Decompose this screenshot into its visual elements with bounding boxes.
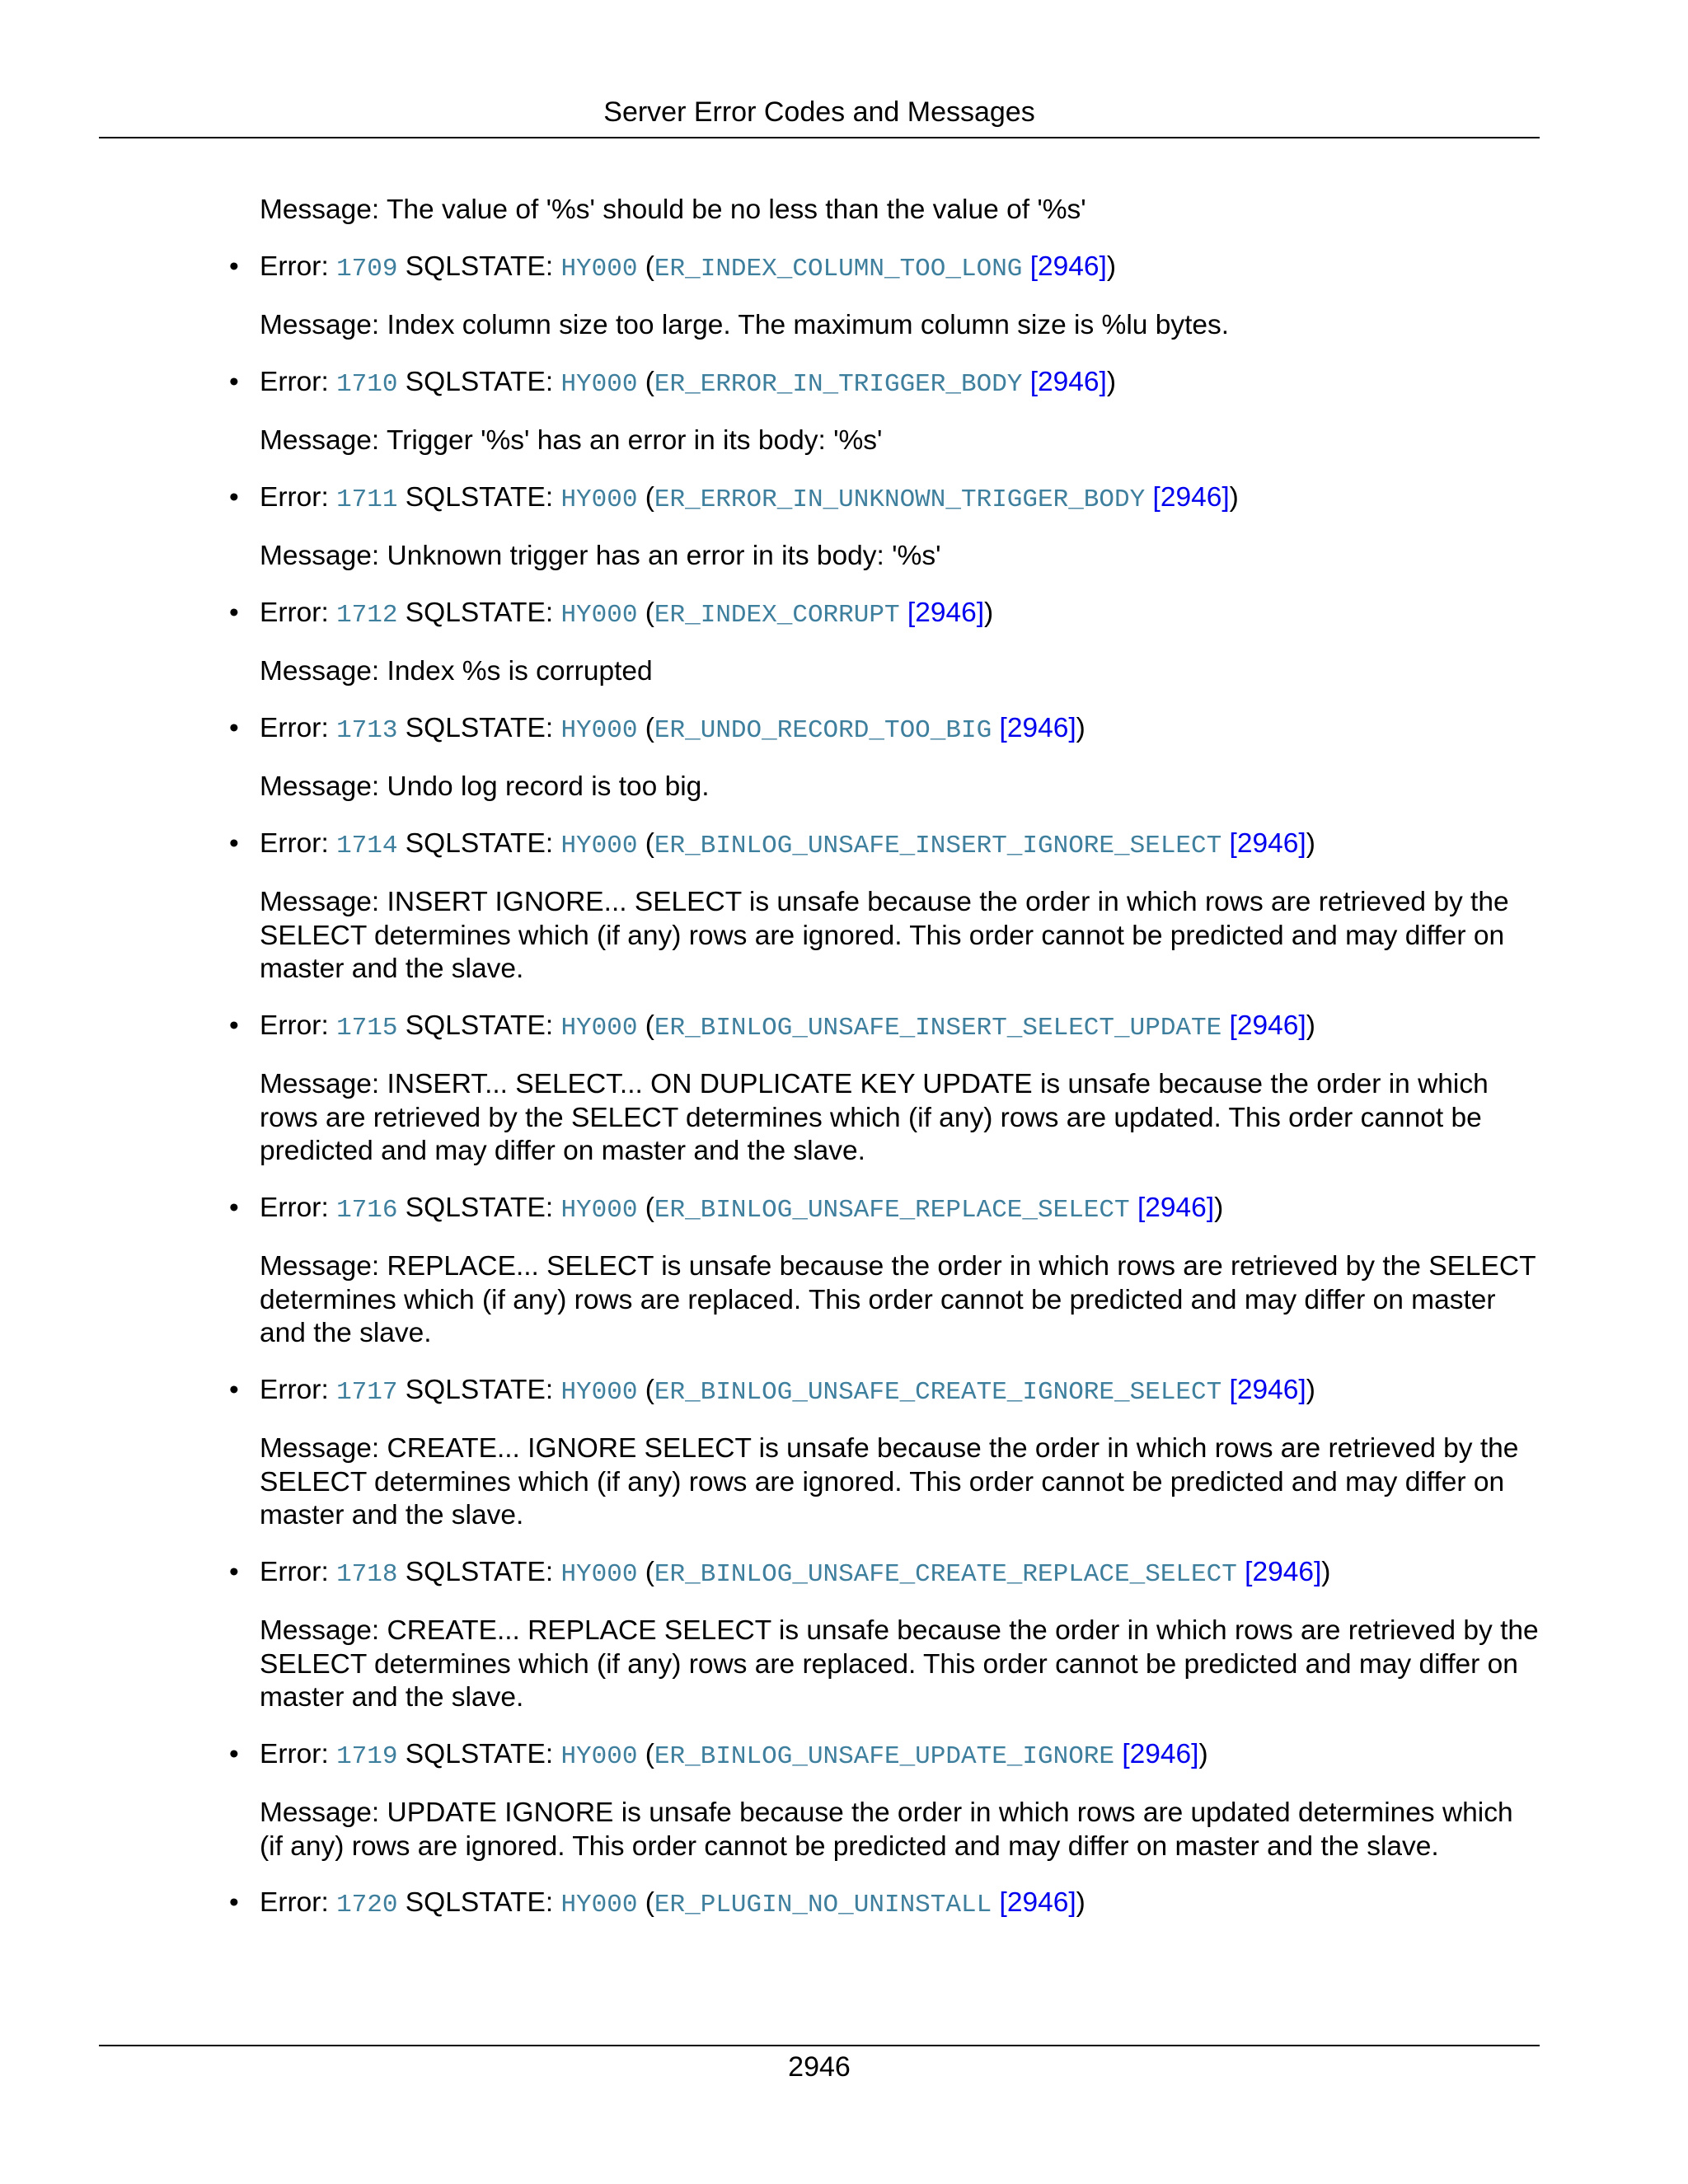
sqlstate-value: HY000 (560, 254, 638, 284)
error-code: 1718 (336, 1559, 398, 1589)
sqlstate-label: SQLSTATE: (405, 712, 554, 743)
bullet-icon: • (229, 1374, 239, 1405)
sqlstate-label: SQLSTATE: (405, 251, 554, 282)
error-entry: • Error: 1715 SQLSTATE: HY000 (ER_BINLOG_UNSAFE_INSERT_SELECT_UPDATE [2946]) (229, 1010, 1315, 1043)
error-symbol: ER_BINLOG_UNSAFE_INSERT_IGNORE_SELECT (654, 831, 1222, 860)
sqlstate-value: HY000 (560, 369, 638, 399)
error-entry: • Error: 1711 SQLSTATE: HY000 (ER_ERROR_IN_UNKNOWN_TRIGGER_BODY [2946]) (229, 481, 1239, 514)
error-message: Message: UPDATE IGNORE is unsafe because the order in which rows are updated determines which (if any) rows are ignored. This order cannot be predicted and may differ on master and the slave. (260, 1797, 1513, 1862)
error-message: Message: CREATE... REPLACE SELECT is unsafe because the order in which rows are retrieved by the SELECT determines which (if any) rows are replaced. This order cannot be predicted and may differ on master and the slave. (260, 1615, 1539, 1713)
page-ref-link[interactable]: [2946] (1137, 1192, 1215, 1223)
error-symbol: ER_INDEX_CORRUPT (654, 600, 900, 630)
error-label: Error: (260, 1556, 329, 1587)
entries-container (0, 251, 1688, 1923)
error-label: Error: (260, 1010, 329, 1041)
bullet-icon: • (229, 366, 239, 397)
error-symbol: ER_BINLOG_UNSAFE_CREATE_IGNORE_SELECT (654, 1377, 1222, 1407)
error-symbol: ER_BINLOG_UNSAFE_INSERT_SELECT_UPDATE (654, 1013, 1222, 1043)
error-entry: • Error: 1716 SQLSTATE: HY000 (ER_BINLOG_UNSAFE_REPLACE_SELECT [2946]) (229, 1192, 1224, 1225)
sqlstate-value: HY000 (560, 1741, 638, 1771)
page-header-title: Server Error Codes and Messages (603, 96, 1035, 128)
page-ref-link[interactable]: [2946] (1122, 1738, 1199, 1769)
intro-message: Message: The value of '%s' should be no less than the value of '%s' (260, 194, 1086, 225)
page-ref-link[interactable]: [2946] (999, 1887, 1076, 1918)
sqlstate-value: HY000 (560, 1559, 638, 1589)
sqlstate-value: HY000 (560, 831, 638, 860)
error-symbol: ER_BINLOG_UNSAFE_REPLACE_SELECT (654, 1195, 1130, 1225)
sqlstate-label: SQLSTATE: (405, 827, 554, 859)
error-entry: • Error: 1714 SQLSTATE: HY000 (ER_BINLOG_UNSAFE_INSERT_IGNORE_SELECT [2946]) (229, 827, 1315, 860)
error-message: Message: REPLACE... SELECT is unsafe because the order in which rows are retrieved by the SELECT determines which (if any) rows are replaced. This order cannot be predicted and may differ on master and the slave. (260, 1251, 1536, 1348)
bullet-icon: • (229, 1010, 239, 1041)
error-label: Error: (260, 1374, 329, 1405)
sqlstate-label: SQLSTATE: (405, 1738, 554, 1769)
page-ref-link[interactable]: [2946] (1029, 366, 1107, 397)
error-symbol: ER_INDEX_COLUMN_TOO_LONG (654, 254, 1023, 284)
error-code: 1713 (336, 715, 398, 745)
error-message: Message: Index column size too large. The maximum column size is %lu bytes. (260, 310, 1230, 340)
sqlstate-label: SQLSTATE: (405, 1374, 554, 1405)
page-ref-link[interactable]: [2946] (1229, 827, 1306, 859)
error-message: Message: Undo log record is too big. (260, 771, 710, 802)
error-label: Error: (260, 1887, 329, 1918)
error-symbol: ER_PLUGIN_NO_UNINSTALL (654, 1891, 992, 1919)
error-code: 1716 (336, 1195, 398, 1225)
error-label: Error: (260, 1192, 329, 1223)
error-code: 1710 (336, 369, 398, 399)
error-code: 1711 (336, 485, 398, 514)
error-message: Message: Index %s is corrupted (260, 656, 653, 687)
error-code: 1717 (336, 1377, 398, 1407)
error-code: 1719 (336, 1741, 398, 1771)
error-code: 1720 (336, 1891, 398, 1919)
error-symbol: ER_BINLOG_UNSAFE_UPDATE_IGNORE (654, 1741, 1115, 1771)
bullet-icon: • (229, 481, 239, 513)
header-divider (99, 137, 1540, 138)
sqlstate-value: HY000 (560, 485, 638, 514)
error-label: Error: (260, 366, 329, 397)
error-entry: • Error: 1717 SQLSTATE: HY000 (ER_BINLOG_UNSAFE_CREATE_IGNORE_SELECT [2946]) (229, 1374, 1315, 1407)
bullet-icon: • (229, 1738, 239, 1769)
page-ref-link[interactable]: [2946] (999, 712, 1076, 743)
error-message: Message: CREATE... IGNORE SELECT is unsafe because the order in which rows are retrieved by the SELECT determines which (if any) rows are ignored. This order cannot be predicted and may differ on master and the slave. (260, 1433, 1519, 1530)
error-symbol: ER_ERROR_IN_TRIGGER_BODY (654, 369, 1023, 399)
sqlstate-value: HY000 (560, 600, 638, 630)
page-ref-link[interactable]: [2946] (1229, 1374, 1306, 1405)
page-ref-link[interactable]: [2946] (1245, 1556, 1322, 1587)
footer-divider (99, 2045, 1540, 2046)
sqlstate-value: HY000 (560, 1377, 638, 1407)
error-list (0, 194, 1688, 1946)
error-code: 1714 (336, 831, 398, 860)
error-label: Error: (260, 827, 329, 859)
page-ref-link[interactable]: [2946] (1152, 481, 1230, 513)
error-code: 1709 (336, 254, 398, 284)
sqlstate-value: HY000 (560, 1891, 638, 1919)
error-symbol: ER_BINLOG_UNSAFE_CREATE_REPLACE_SELECT (654, 1559, 1237, 1589)
error-entry: • Error: 1709 SQLSTATE: HY000 (ER_INDEX_COLUMN_TOO_LONG [2946]) (229, 251, 1117, 284)
sqlstate-label: SQLSTATE: (405, 1192, 554, 1223)
bullet-icon: • (229, 597, 239, 628)
error-label: Error: (260, 1738, 329, 1769)
sqlstate-label: SQLSTATE: (405, 1010, 554, 1041)
error-symbol: ER_UNDO_RECORD_TOO_BIG (654, 715, 992, 745)
error-message: Message: INSERT IGNORE... SELECT is unsafe because the order in which rows are retrieved by the SELECT determines which (if any) rows are ignored. This order cannot be predicted and may differ on master and the slave. (260, 887, 1509, 984)
bullet-icon: • (229, 251, 239, 282)
bullet-icon: • (229, 827, 239, 859)
sqlstate-label: SQLSTATE: (405, 481, 554, 513)
error-message: Message: Trigger '%s' has an error in its body: '%s' (260, 425, 883, 456)
error-label: Error: (260, 251, 329, 282)
bullet-icon: • (229, 712, 239, 743)
error-message: Message: Unknown trigger has an error in its body: '%s' (260, 541, 941, 571)
sqlstate-value: HY000 (560, 1013, 638, 1043)
error-label: Error: (260, 481, 329, 513)
error-entry: • Error: 1718 SQLSTATE: HY000 (ER_BINLOG_UNSAFE_CREATE_REPLACE_SELECT [2946]) (229, 1556, 1331, 1589)
bullet-icon: • (229, 1887, 239, 1918)
sqlstate-label: SQLSTATE: (405, 597, 554, 628)
error-entry: • Error: 1719 SQLSTATE: HY000 (ER_BINLOG_UNSAFE_UPDATE_IGNORE [2946]) (229, 1738, 1208, 1771)
error-entry: • Error: 1712 SQLSTATE: HY000 (ER_INDEX_CORRUPT [2946]) (229, 597, 994, 630)
sqlstate-label: SQLSTATE: (405, 1556, 554, 1587)
page-number: 2946 (788, 2051, 851, 2083)
page-ref-link[interactable]: [2946] (1029, 251, 1107, 282)
error-code: 1712 (336, 600, 398, 630)
error-symbol: ER_ERROR_IN_UNKNOWN_TRIGGER_BODY (654, 485, 1146, 514)
sqlstate-label: SQLSTATE: (405, 1887, 554, 1918)
error-message: Message: INSERT... SELECT... ON DUPLICATE KEY UPDATE is unsafe because the order in which rows are retrieved by the SELECT determines which (if any) rows are updated. This order cannot be predicted and may differ on master and the slave. (260, 1069, 1489, 1166)
page-ref-link[interactable]: [2946] (1229, 1010, 1306, 1041)
page-ref-link[interactable]: [2946] (907, 597, 985, 628)
bullet-icon: • (229, 1192, 239, 1223)
error-entry: • Error: 1710 SQLSTATE: HY000 (ER_ERROR_IN_TRIGGER_BODY [2946]) (229, 366, 1117, 399)
bullet-icon: • (229, 1556, 239, 1587)
sqlstate-label: SQLSTATE: (405, 366, 554, 397)
sqlstate-value: HY000 (560, 715, 638, 745)
error-code: 1715 (336, 1013, 398, 1043)
error-label: Error: (260, 712, 329, 743)
error-label: Error: (260, 597, 329, 628)
sqlstate-value: HY000 (560, 1195, 638, 1225)
error-entry: • Error: 1713 SQLSTATE: HY000 (ER_UNDO_RECORD_TOO_BIG [2946]) (229, 712, 1085, 745)
error-entry: • Error: 1720 SQLSTATE: HY000 (ER_PLUGIN_NO_UNINSTALL [2946]) (229, 1887, 1085, 1919)
